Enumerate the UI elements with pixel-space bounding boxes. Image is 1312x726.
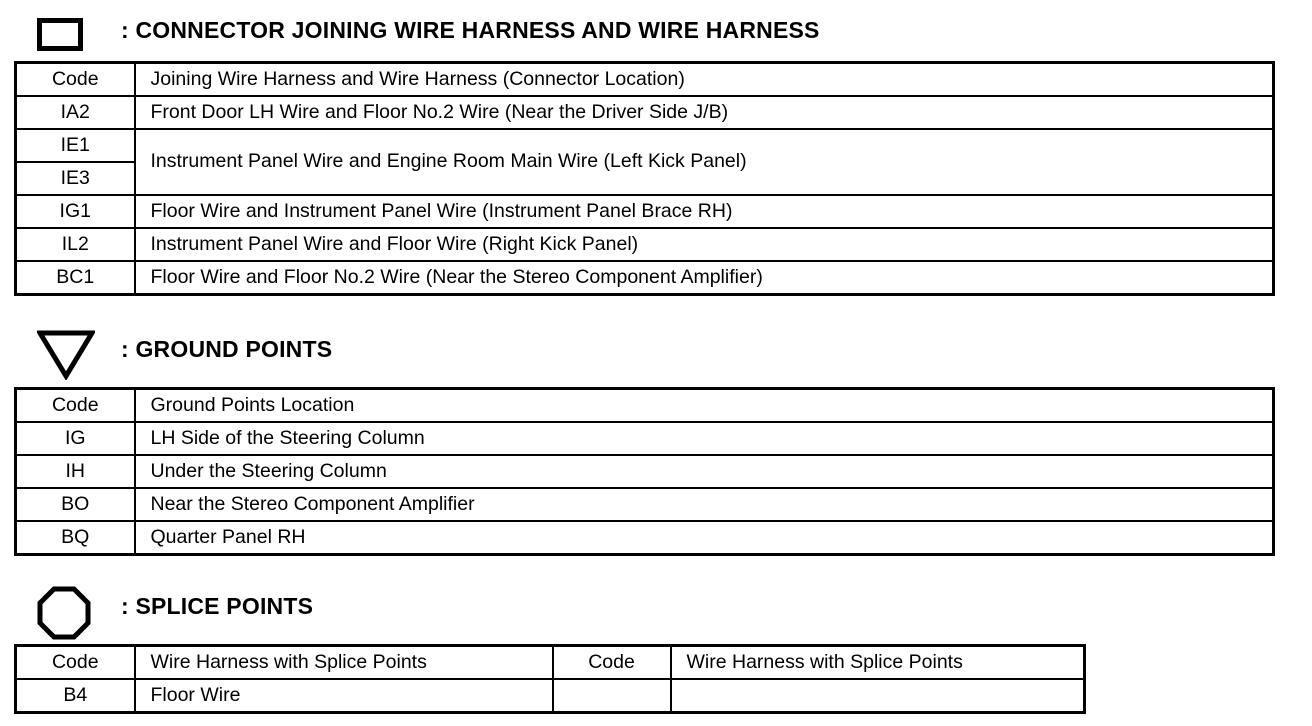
table-row bbox=[16, 129, 1274, 162]
table-header-row bbox=[16, 63, 1274, 97]
ground-points-table bbox=[14, 387, 1275, 556]
description-cell: Quarter Panel RH bbox=[135, 521, 1274, 555]
code-cell: IG1 bbox=[16, 195, 135, 228]
table-row bbox=[16, 488, 1274, 521]
ground-location-header: Ground Points Location bbox=[135, 389, 1274, 423]
square-icon bbox=[37, 18, 85, 54]
code-cell: BC1 bbox=[16, 261, 135, 295]
description-cell bbox=[671, 679, 1085, 713]
code-cell: IE1 bbox=[16, 129, 135, 162]
table-row bbox=[16, 679, 1085, 713]
code-header: Code bbox=[16, 63, 135, 97]
code-cell: B4 bbox=[16, 679, 135, 713]
description-cell: Floor Wire and Floor No.2 Wire (Near the Stereo Component Amplifier) bbox=[135, 261, 1274, 295]
description-cell: Instrument Panel Wire and Floor Wire (Right Kick Panel) bbox=[135, 228, 1274, 261]
splice-wire-header: Wire Harness with Splice Points bbox=[135, 646, 553, 680]
code-header: Code bbox=[16, 389, 135, 423]
description-cell: Floor Wire and Instrument Panel Wire (Instrument Panel Brace RH) bbox=[135, 195, 1274, 228]
code-cell: IE3 bbox=[16, 162, 135, 195]
down-triangle-icon bbox=[37, 330, 95, 380]
code-cell: BQ bbox=[16, 521, 135, 555]
ground-section-title: : GROUND POINTS bbox=[121, 336, 333, 362]
connector-section-title: : CONNECTOR JOINING WIRE HARNESS AND WIRE HARNESS bbox=[121, 17, 820, 43]
splice-section-title: : SPLICE POINTS bbox=[121, 593, 314, 619]
connector-location-header: Joining Wire Harness and Wire Harness (Connector Location) bbox=[135, 63, 1274, 97]
description-cell: LH Side of the Steering Column bbox=[135, 422, 1274, 455]
description-cell: Near the Stereo Component Amplifier bbox=[135, 488, 1274, 521]
table-row bbox=[16, 521, 1274, 555]
connector-table bbox=[14, 61, 1275, 296]
code-cell: BO bbox=[16, 488, 135, 521]
table-row bbox=[16, 261, 1274, 295]
splice-wire-header: Wire Harness with Splice Points bbox=[671, 646, 1085, 680]
octagon-icon bbox=[37, 586, 91, 640]
code-cell: IG bbox=[16, 422, 135, 455]
table-row bbox=[16, 228, 1274, 261]
table-row bbox=[16, 422, 1274, 455]
splice-points-table bbox=[14, 644, 1086, 714]
table-row bbox=[16, 455, 1274, 488]
code-cell: IA2 bbox=[16, 96, 135, 129]
table-row bbox=[16, 96, 1274, 129]
description-cell: Floor Wire bbox=[135, 679, 553, 713]
description-cell: Instrument Panel Wire and Engine Room Main Wire (Left Kick Panel) bbox=[135, 129, 1274, 195]
code-cell: IH bbox=[16, 455, 135, 488]
code-cell bbox=[553, 679, 671, 713]
description-cell: Under the Steering Column bbox=[135, 455, 1274, 488]
code-header: Code bbox=[553, 646, 671, 680]
code-cell: IL2 bbox=[16, 228, 135, 261]
description-cell: Front Door LH Wire and Floor No.2 Wire (Near the Driver Side J/B) bbox=[135, 96, 1274, 129]
table-header-row bbox=[16, 389, 1274, 423]
table-header-row bbox=[16, 646, 1085, 680]
table-row bbox=[16, 195, 1274, 228]
code-header: Code bbox=[16, 646, 135, 680]
